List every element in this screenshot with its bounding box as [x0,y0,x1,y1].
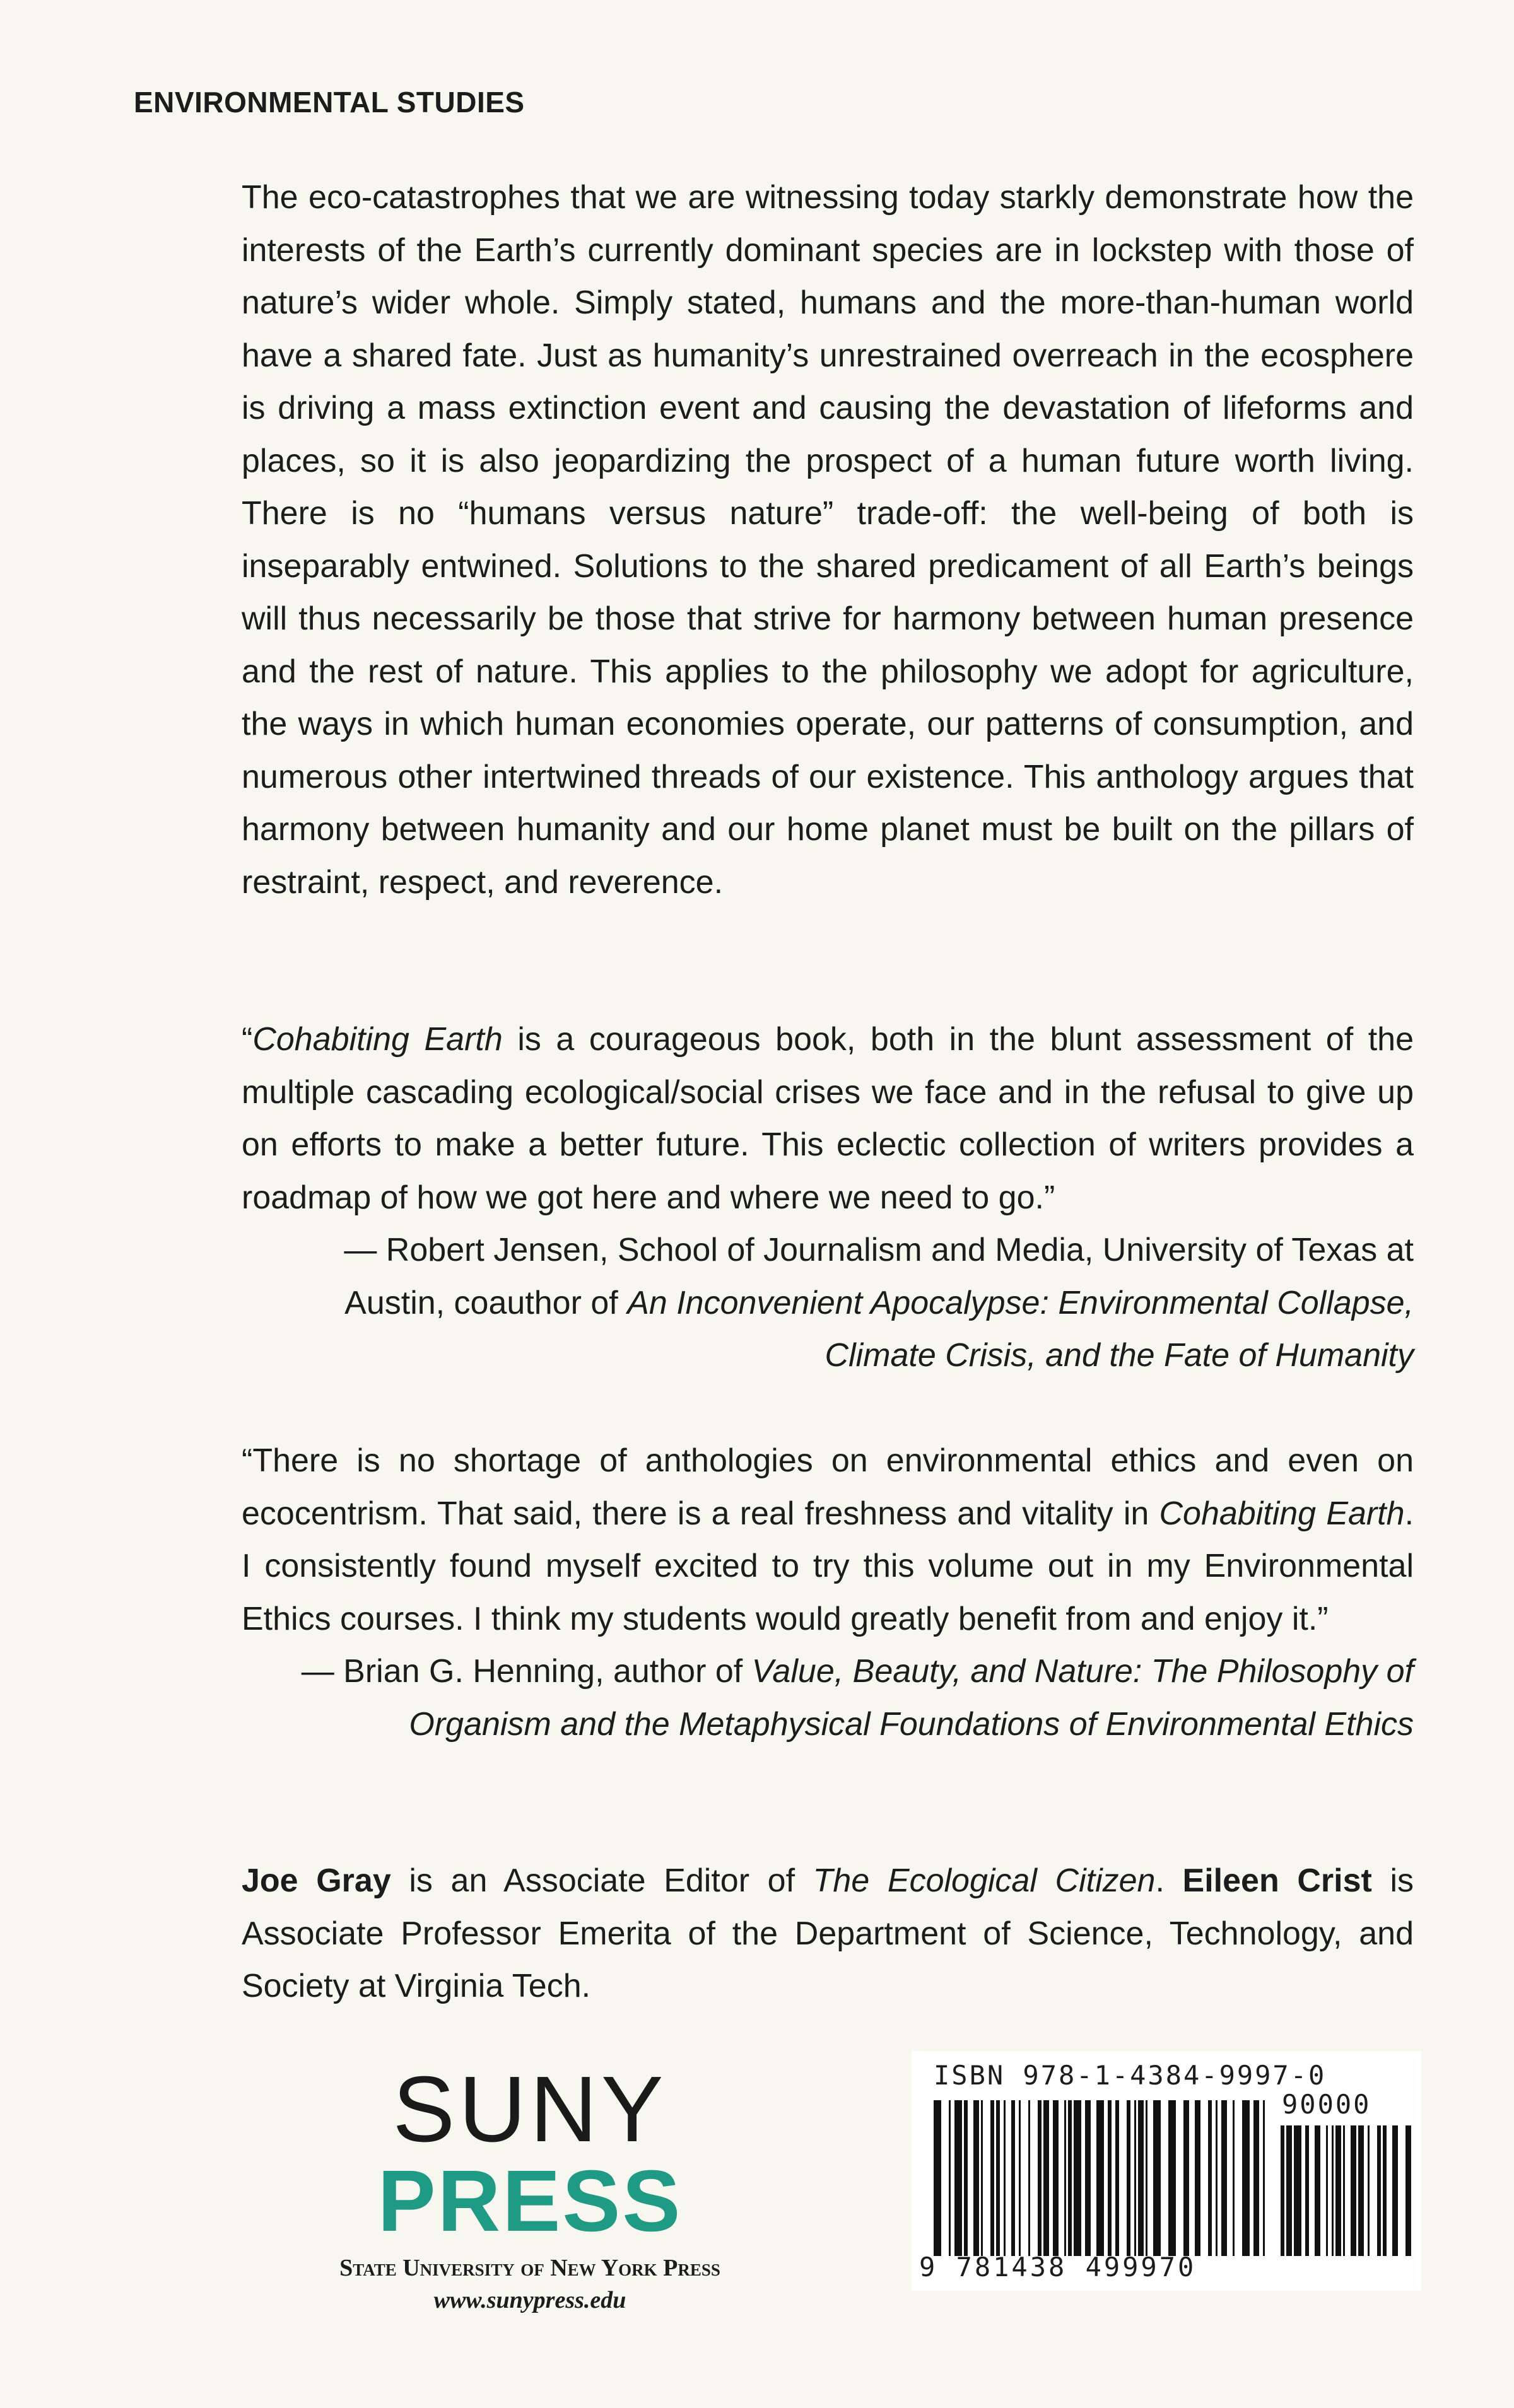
bio-text: is Associate Professor Emerita of the Department of Science, Technology, and Society at Virginia Tech. [242,1862,1414,2004]
isbn-label: ISBN 978-1-4384-9997-0 [934,2060,1327,2091]
editor-name: Joe Gray [242,1862,391,1899]
blurb-attribution [242,1224,1414,1382]
attribution-work: An Inconvenient Apocalypse: Environmental Collapse, Climate Crisis, and the Fate of Humanity [627,1284,1414,1374]
publisher-full-name: State University of New York Press [339,2255,720,2281]
publisher-url: www.sunypress.edu [433,2287,626,2313]
editor-bio [242,1855,1414,2013]
blurb-text: is a courageous book, both in the blunt assessment of the multiple cascading ecological/social crises we face and in the refusal to give up on efforts to make a better future. This eclectic collection of writers provides a roadmap of how we got here and where we need to go.” [242,1021,1414,1216]
blurb-attribution [242,1645,1414,1751]
blurb-text: . I consistently found myself excited to try this volume out in my Environmental Ethics courses. I think my students would greatly benefit from and enjoy it.” [242,1495,1414,1637]
blurb-text: “There is no shortage of anthologies on environmental ethics and even on ecocentrism. That said, there is a real freshness and vitality in [242,1442,1414,1532]
isbn-barcode [912,2051,1421,2291]
price-code: 90000 [1282,2089,1371,2120]
logo-press-wordmark: PRESS [377,2153,683,2250]
blurb-jensen [242,1014,1414,1382]
editor-name: Eileen Crist [1182,1862,1372,1899]
publisher-logo [315,2057,744,2316]
logo-suny-wordmark: SUNY [392,2057,667,2161]
category-label: ENVIRONMENTAL STUDIES [134,86,525,119]
attribution-text: — Robert Jensen, School of Journalism and Media, University of Texas at Austin, coauthor of [344,1232,1414,1321]
open-quote: “ [242,1021,253,1058]
attribution-work: Value, Beauty, and Nature: The Philosophy of Organism and the Metaphysical Foundations of Environmental Ethics [409,1653,1414,1743]
bio-text: is an Associate Editor of [390,1862,813,1899]
publication-title: The Ecological Citizen [813,1862,1156,1899]
book-summary: The eco-catastrophes that we are witnessing today starkly demonstrate how the interests of the Earth’s currently dominant species are in lockstep with those of nature’s wider whole. Simply stated, humans and the more-than-human world have a shared fate. Just as humanity’s unrestrained overreach in the ecosphere is driving a mass extinction event and causing the devastation of lifeforms and places, so it is also jeopardizing the prospect of a human future worth living. There is no “humans versus nature” trade-off: the well-being of both is inseparably entwined. Solutions to the shared predicament of all Earth’s beings will thus necessarily be those that strive for harmony between human presence and the rest of nature. This applies to the philosophy we adopt for agriculture, the ways in which human economies operate, our patterns of consumption, and numerous other intertwined threads of our existence. This anthology argues that harmony between humanity and our home planet must be built on the pillars of restraint, respect, and reverence. [242,179,1414,901]
barcode-bars [912,2051,1421,2259]
blurb-quote [242,1435,1414,1645]
bio-text: . [1155,1862,1183,1899]
blurb-henning [242,1435,1414,1751]
book-title: Cohabiting Earth [252,1021,503,1058]
book-title: Cohabiting Earth [1159,1495,1405,1532]
attribution-text: — Brian G. Henning, author of [301,1653,752,1690]
barcode-digits: 9 781438 499970 [919,2252,1197,2282]
blurb-quote [242,1014,1414,1224]
